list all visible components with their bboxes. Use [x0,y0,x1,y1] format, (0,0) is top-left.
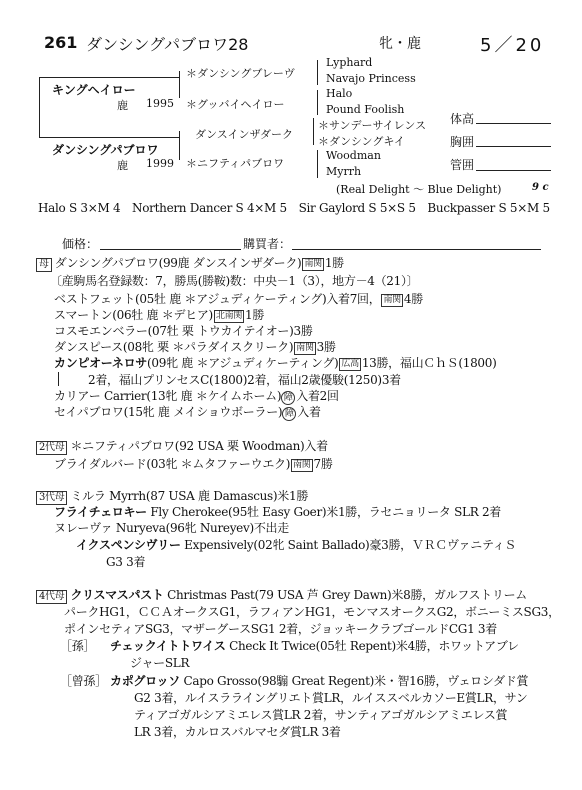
cannon-label: 管囲 [450,158,475,172]
g3-6: ＊ダンシングキイ [318,135,405,148]
foal-row-1: ベストフェット(05牡 鹿 ＊アジュディケーティング)入着7回， 南関 4勝 [54,292,423,306]
g4-line6: カポグロッソ Capo Grosso(98騸 Great Regent)米・智16勝，ヴェロシダド賞 [110,674,529,688]
dam-color: 鹿 [117,159,128,172]
foal-row-5-cont: 2着，福山プリンセスC(1800)2着，福山2歳優駿(1250)3着 [88,373,401,387]
birth-date: 5／20 [480,35,545,56]
g2-tag: 2代母 [36,441,67,455]
dosage-note: (Real Delight ～ Blue Delight) [336,183,502,196]
horse-name: ダンシングパブロワ28 [86,35,249,54]
sire-dam: ＊グッバイヘイロー [186,98,285,111]
g3-1: Lyphard [326,56,373,69]
g3-tag: 3代母 [36,491,67,505]
g2-line1: 2代母 ＊ニフティパブロワ(92 USA 栗 Woodman)入着 [36,437,328,455]
dam-section-line1: 母 ダンシングパブロワ(99鹿 ダンスインザダーク) 南関 1勝 [36,254,344,272]
g4-line1: 4代母 クリスマスパスト Christmas Past(79 USA 芦 Grey Dawn)米8勝，ガルフストリーム [36,586,527,604]
g3-3: Halo [326,87,353,100]
dam-name: ダンシングパブロワ [52,143,159,157]
foal-row-7: セイパブロワ(15牝 鹿 メイショウボーラー) 障 入着 [54,405,321,419]
height-label: 体高 [450,112,475,126]
sire-name: キングヘイロー [52,83,136,97]
buyer-label: 購買者： [243,237,292,251]
great-grandson-tag: ［曾孫］ [60,674,107,688]
foal-row-5: カンピオーネロサ(09牝 鹿 ＊アジュディケーティング) 広高 13勝，福山ＣｈＳ(1800) [54,356,497,370]
g4-line4: チェックイトトワイス Check It Twice(05牡 Repent)米4勝，ホワットアブレ [110,639,519,653]
g3-line3: ヌレーヴァ Nuryeva(96牝 Nureyev)不出走 [54,521,289,535]
g3-2: Navajo Princess [326,72,416,85]
g4-line5: ジャーSLR [130,656,190,670]
g3-4: Pound Foolish [326,103,405,116]
dam-tag: 母 [36,258,52,272]
foal-row-4: ダンスピース(08牝 栗 ＊パラダイスクリーク) 南関 3勝 [54,340,336,354]
inbreeding-line: Halo S 3×M 4 Northern Dancer S 4×M 5 Sir Gaylord S 5×S 5 Buckpasser S 5×M 5 [38,201,550,215]
g4-line8: ティアゴガルシアミエレス賞LR 2着，サンティアゴガルシアミエレス賞 [134,708,508,722]
price-label: 価格： [62,237,99,251]
foal-row-3: コスモエンベラー(07牡 栗 トウカイテイオー)3勝 [54,324,313,338]
g4-line2: パークHG1，ＣＣＡオークスG1，ラフィアンHG1，モンマスオークスG2，ボニーミスSG3， [64,605,560,619]
dam-sire: ダンスインザダーク [195,128,294,141]
g3-line5: G3 3着 [106,555,146,569]
family-number: 9 c [532,182,549,193]
g4-line9: LR 3着，カルロスバルマセダ賞LR 3着 [134,725,341,739]
g2-line2: ブライダルバード(03牝 ＊ムタファーウエク) 南関 7勝 [54,457,333,471]
sire-sire: ＊ダンシングブレーヴ [186,67,295,80]
dam-dam: ＊ニフティパブロワ [186,157,285,170]
dam-foal-summary: 〔産駒馬名登録数：7，勝馬(勝鞍)数：中央－1（3），地方－4（21）〕 [50,274,419,288]
foal-row-2: スマートン(06牡 鹿 ＊デヒア) 北南関 1勝 [54,308,265,322]
sire-year: 1995 [146,97,174,110]
g3-line1: 3代母 ミルラ Myrrh(87 USA 鹿 Damascus)米1勝 [36,487,308,505]
foal-row-6: カリアー Carrier(13牝 鹿 ＊ケイムホーム) 障 入着2回 [54,389,339,403]
girth-label: 胸囲 [450,135,475,149]
sire-color: 鹿 [117,99,128,112]
g3-7: Woodman [326,149,381,162]
g4-tag: 4代母 [36,590,67,604]
g3-line4: イクスペンシヴリー Expensively(02牝 Saint Ballado)豪3勝，ＶＲＣヴァニティＳ [76,538,517,552]
g3-5: ＊サンデーサイレンス [318,119,427,132]
dam-year: 1999 [146,157,174,170]
g4-line7: G2 3着，ルイスラライングリエト賞LR，ルイススベルカソーE賞LR，サン [134,691,528,705]
g3-8: Myrrh [326,165,362,178]
grandson-tag: ［孫］ [60,639,96,653]
sex-color: 牝・鹿 [379,36,421,52]
g3-line2: フライチェロキー Fly Cherokee(95牡 Easy Goer)米1勝，ラセニョリータ SLR 2着 [54,505,501,519]
g4-line3: ポインセティアSG3，マザーグースSG1 2着，ジョッキークラブゴールドCG1 3着 [64,622,497,636]
lot-number: 261 [44,33,78,52]
